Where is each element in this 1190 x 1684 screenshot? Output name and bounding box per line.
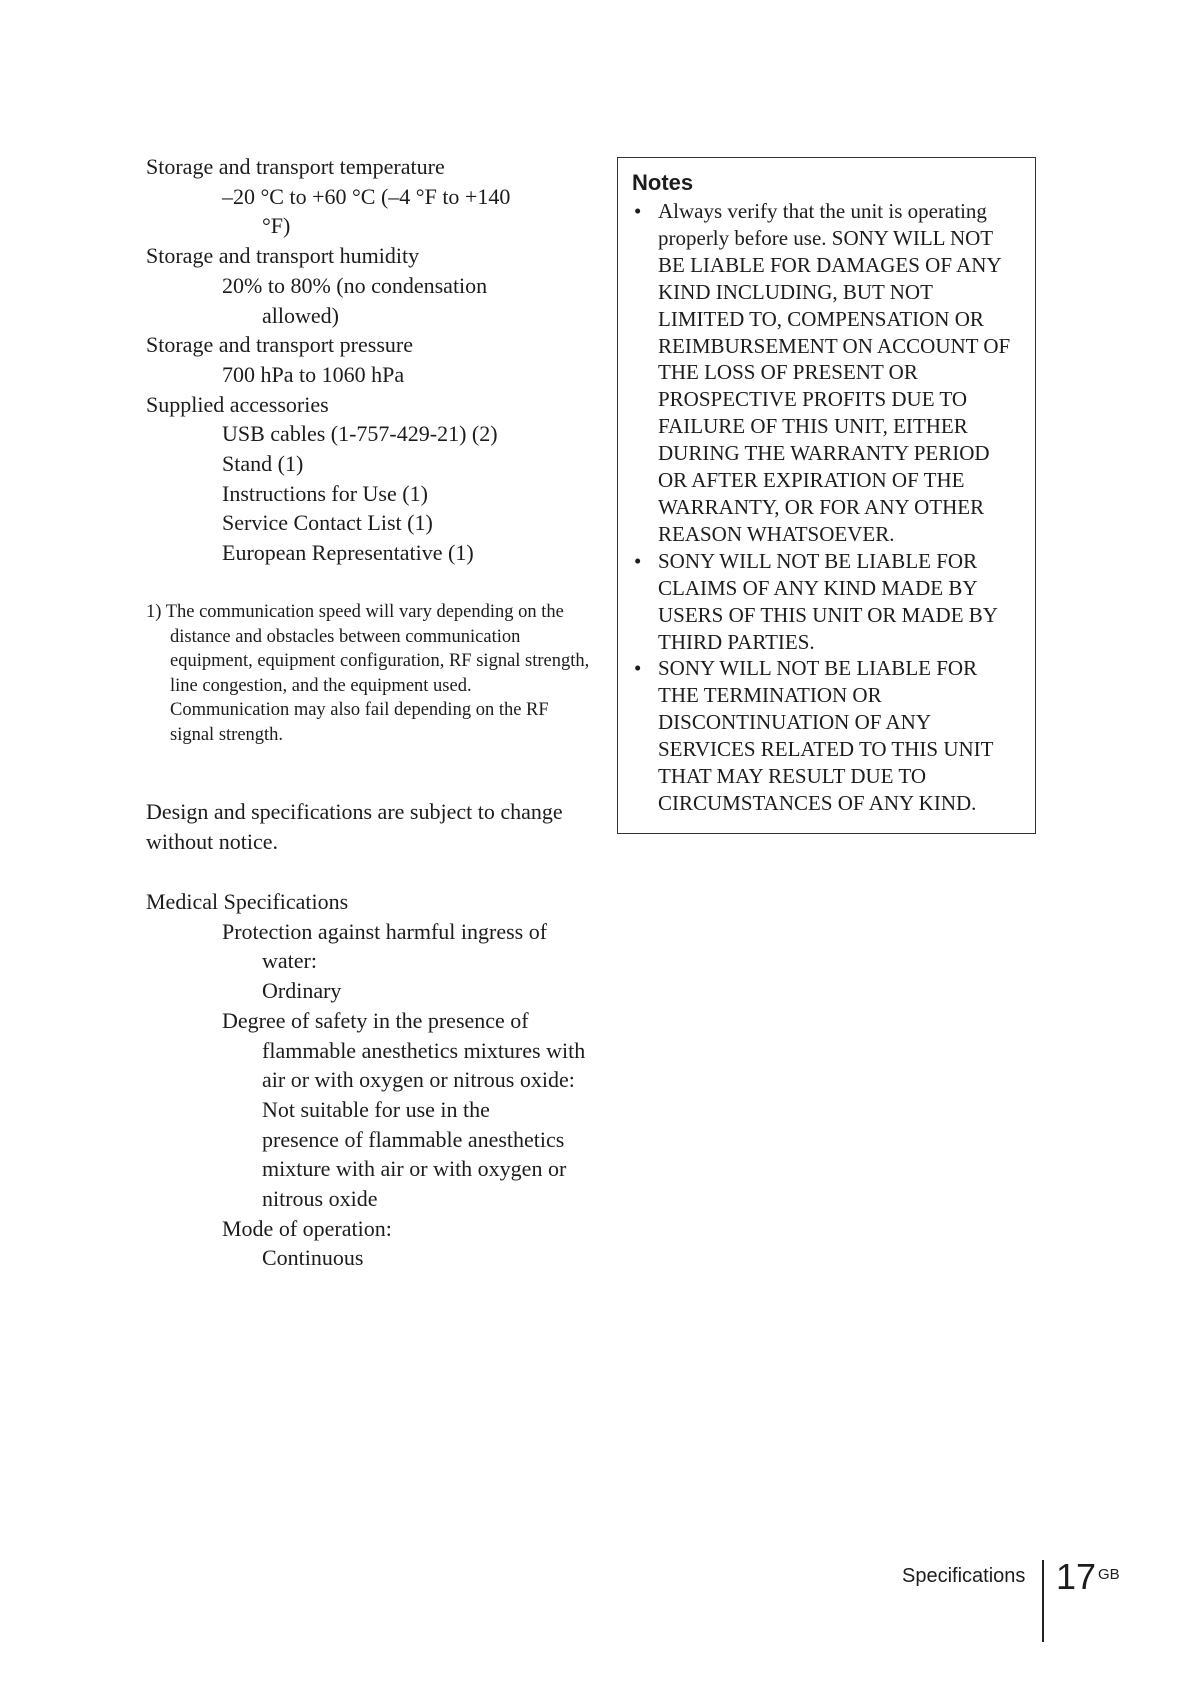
spec-temperature [146, 152, 576, 241]
page-number-suffix: GB [1098, 1566, 1120, 1583]
medical-item-value: Ordinary [262, 978, 342, 1004]
storage-specs [146, 152, 576, 568]
notes-list [632, 198, 1021, 817]
bullet-icon: • [634, 656, 642, 681]
note-item [632, 548, 1021, 656]
spec-value: 20% to 80% (no condensation allowed) [222, 272, 488, 328]
medical-item-label: Protection against harmful ingress of water: [222, 918, 548, 974]
medical-item [222, 1214, 576, 1273]
footnote: 1) The communication speed will vary depending on the distance and obstacles between communication equipment, equipment configuration, RF signal strength, line congestion, and the equipment used. Communication may also fail depending on the RF signal strength. [146, 602, 590, 745]
notes-box [617, 157, 1036, 834]
spec-value: –20 °C to +60 °C (–4 °F to +140 °F) [222, 183, 511, 239]
spec-label: Supplied accessories [146, 391, 329, 417]
medical-item [222, 917, 576, 1006]
spec-pressure [146, 330, 576, 389]
page-number: 17 [1056, 1556, 1097, 1597]
notes-title: Notes [632, 170, 694, 195]
medical-item-label: Degree of safety in the presence of flammable anesthetics mixtures with air or with oxygen or nitrous oxide: [222, 1007, 586, 1093]
medical-specs [146, 887, 586, 1273]
accessory-item: Stand (1) [222, 451, 304, 477]
accessory-item: European Representative (1) [222, 540, 474, 566]
spec-humidity [146, 241, 576, 330]
footer-divider [1042, 1560, 1044, 1642]
note-text: Always verify that the unit is operating properly before use. SONY WILL NOT BE LIABLE FOR DAMAGES OF ANY KIND INCLUDING, BUT NOT LIMITED TO, COMPENSATION OR REIMBURSEMENT ON ACCOUNT OF THE LOSS OF PRESENT OR PROSPECTIVE PROFITS DUE TO FAILURE OF THIS UNIT, EITHER DURING THE WARRANTY PERIOD OR AFTER EXPIRATION OF THE WARRANTY, OR FOR ANY OTHER REASON WHATSOEVER. [658, 199, 1011, 546]
accessory-item: Service Contact List (1) [222, 510, 433, 536]
spec-label: Storage and transport humidity [146, 243, 420, 269]
accessory-item: USB cables (1-757-429-21) (2) [222, 421, 498, 447]
bullet-icon: • [634, 199, 642, 223]
spec-value: 700 hPa to 1060 hPa [222, 361, 405, 387]
medical-item [222, 1006, 586, 1214]
note-item [632, 655, 1021, 816]
spec-label: Storage and transport pressure [146, 332, 413, 358]
note-text: SONY WILL NOT BE LIABLE FOR THE TERMINATION OR DISCONTINUATION OF ANY SERVICES RELATED TO THIS UNIT THAT MAY RESULT DUE TO CIRCUMSTANCES OF ANY KIND. [658, 656, 994, 815]
note-item [632, 198, 1021, 548]
medical-item-label: Mode of operation: [222, 1215, 392, 1241]
medical-item-value: Continuous [262, 1245, 364, 1271]
accessory-item: Instructions for Use (1) [222, 480, 428, 506]
spec-label: Storage and transport temperature [146, 154, 445, 179]
medical-title: Medical Specifications [146, 889, 349, 914]
spec-accessories [146, 390, 576, 568]
medical-item-value: Not suitable for use in the presence of flammable anesthetics mixture with air or with oxygen or nitrous oxide [262, 1096, 567, 1212]
footer-section-label: Specifications [902, 1565, 1026, 1587]
bullet-icon: • [634, 548, 642, 573]
note-text: SONY WILL NOT BE LIABLE FOR CLAIMS OF ANY KIND MADE BY USERS OF THIS UNIT OR MADE BY THIRD PARTIES. [658, 548, 998, 654]
design-note: Design and specifications are subject to change without notice. [146, 799, 563, 854]
